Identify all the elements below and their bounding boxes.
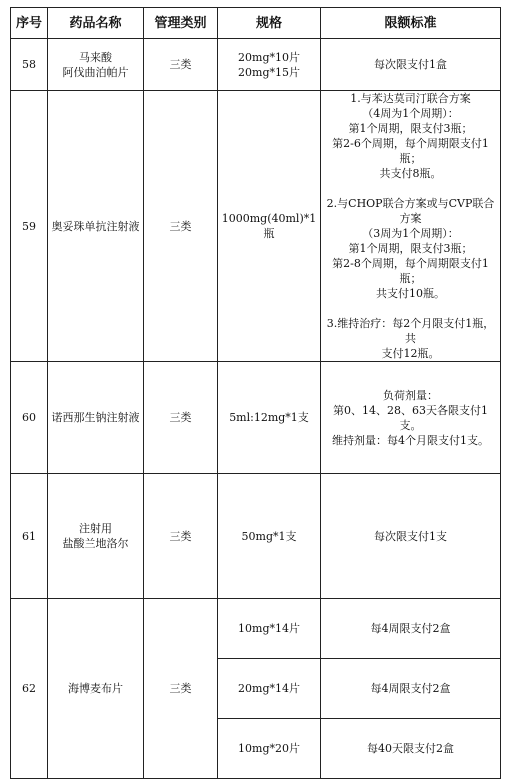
limit: 每4周限支付2盒: [321, 659, 501, 719]
table-row: [11, 474, 501, 599]
spec: 1000mg(40ml)*1瓶: [218, 91, 321, 362]
spec: 20mg*14片: [218, 659, 321, 719]
row-no: 62: [11, 599, 48, 779]
table-row: [11, 362, 501, 474]
table-row: [11, 599, 501, 659]
limit: 每次限支付1支: [321, 474, 501, 599]
limit: 每40天限支付2盒: [321, 719, 501, 779]
row-no: 61: [11, 474, 48, 599]
drug-name: 注射用 盐酸兰地洛尔: [48, 474, 144, 599]
header-spec: 规格: [218, 8, 321, 39]
paragraph-gap: [324, 181, 497, 196]
table-row: [11, 91, 501, 362]
table-row: [11, 39, 501, 91]
drug-name: 海博麦布片: [48, 599, 144, 779]
drug-name: 马来酸 阿伐曲泊帕片: [48, 39, 144, 91]
drug-limit-table: [10, 7, 501, 779]
header-category: 管理类别: [144, 8, 218, 39]
limit: 负荷剂量： 第0、14、28、63天各限支付1支。 维持剂量：每4个月限支付1支。: [321, 362, 501, 474]
category: 三类: [144, 91, 218, 362]
spec: 20mg*10片 20mg*15片: [218, 39, 321, 91]
header-no: 序号: [11, 8, 48, 39]
row-no: 59: [11, 91, 48, 362]
category: 三类: [144, 474, 218, 599]
paragraph-gap: [324, 301, 497, 316]
spec: 5ml:12mg*1支: [218, 362, 321, 474]
category: 三类: [144, 362, 218, 474]
row-no: 60: [11, 362, 48, 474]
category: 三类: [144, 599, 218, 779]
limit: 1.与苯达莫司汀联合方案 （4周为1个周期）： 第1个周期，限支付3瓶； 第2-6个周期，每个周期限支付1瓶； 共支付8瓶。 2.与CHOP联合方案或与CVP联合方案 （3周为1个周期）： 第1个周期，限支付3瓶； 第2-8个周期，每个周期限支付1瓶； 共支付10瓶。 3.维持治疗：每2个月限支付1瓶，共 支付12瓶。: [321, 91, 501, 362]
drug-name: 奥妥珠单抗注射液: [48, 91, 144, 362]
spec: 10mg*14片: [218, 599, 321, 659]
category: 三类: [144, 39, 218, 91]
drug-name: 诺西那生钠注射液: [48, 362, 144, 474]
header-drug-name: 药品名称: [48, 8, 144, 39]
header-limit: 限额标准: [321, 8, 501, 39]
limit: 每次限支付1盒: [321, 39, 501, 91]
header-row: [11, 8, 501, 39]
spec: 50mg*1支: [218, 474, 321, 599]
spec: 10mg*20片: [218, 719, 321, 779]
row-no: 58: [11, 39, 48, 91]
limit: 每4周限支付2盒: [321, 599, 501, 659]
